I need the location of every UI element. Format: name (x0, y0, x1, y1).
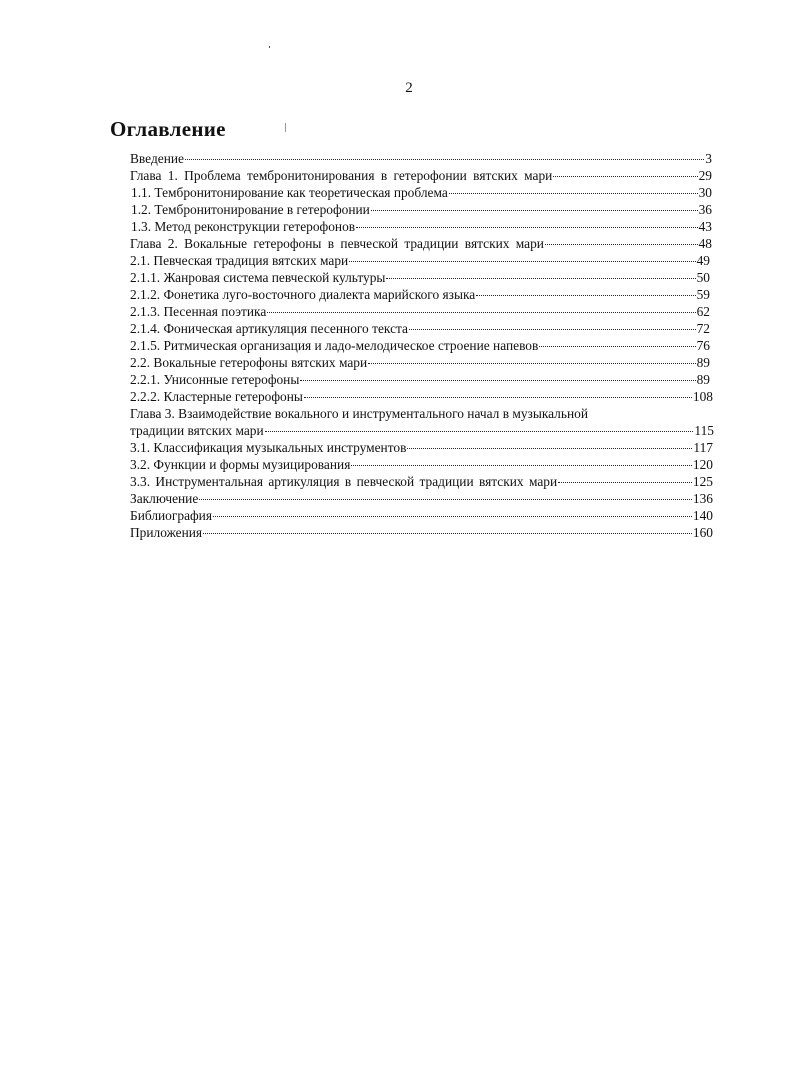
toc-title: Оглавление (110, 117, 226, 141)
toc-entry-label: 1.1. Тембронитонирование как теоретическая проблема (131, 185, 448, 200)
toc-entry-label: 2.2.2. Кластерные гетерофоны (130, 389, 303, 404)
toc-leader (449, 187, 698, 194)
toc-entry-page: 120 (692, 457, 713, 472)
toc-entry[interactable] (130, 337, 710, 354)
toc-entry[interactable] (130, 439, 713, 456)
toc-entry-label: 3.3. Инструментальная артикуляция в певческой традиции вятских мари (130, 474, 558, 489)
toc-entry[interactable] (130, 490, 713, 507)
toc-entry[interactable] (131, 218, 712, 235)
toc-entry[interactable] (130, 507, 713, 524)
toc-entry-label: 2.1.1. Жанровая система певческой культуры (130, 270, 386, 285)
page-number: 2 (405, 80, 413, 96)
toc-entry-page: 50 (696, 270, 710, 285)
toc-leader (351, 459, 692, 466)
toc-leader (185, 153, 704, 160)
toc-entry-label: Глава 3. Взаимодействие вокального и инструментального начал в музыкальной (130, 406, 588, 421)
toc-entry-label: Библиография (130, 508, 213, 523)
toc-entry-label: Глава 1. Проблема тембронитонирования в гетерофонии вятских мари (130, 168, 553, 183)
toc-entry[interactable] (131, 184, 712, 201)
toc-leader (199, 493, 692, 500)
toc-entry[interactable] (131, 201, 712, 218)
toc-entry-page: 136 (692, 491, 713, 506)
toc-entry[interactable] (130, 388, 713, 405)
toc-entry-page: 115 (694, 423, 714, 438)
toc-entry[interactable] (130, 167, 712, 184)
toc-entry-page: 62 (696, 304, 710, 319)
toc-entry-label: 2.1.3. Песенная поэтика (130, 304, 267, 319)
toc-entry-page: 72 (696, 321, 710, 336)
toc-leader (356, 221, 698, 228)
toc-entry[interactable] (130, 320, 710, 337)
toc-entry-page: 125 (692, 474, 713, 489)
toc-entry-label: Приложения (130, 525, 203, 540)
toc-entry-page: 76 (696, 338, 710, 353)
toc-entry-page: 160 (692, 525, 713, 540)
toc-entry[interactable] (130, 473, 713, 490)
table-of-contents (0, 150, 792, 541)
toc-leader (407, 442, 692, 449)
scan-speck (269, 46, 270, 48)
scan-speck (285, 123, 286, 132)
toc-leader (558, 476, 692, 483)
toc-entry-label: 3.1. Классификация музыкальных инструментов (130, 440, 407, 455)
toc-entry-page: 140 (692, 508, 713, 523)
toc-leader (213, 510, 692, 517)
toc-entry-label: Заключение (130, 491, 199, 506)
toc-leader (304, 391, 692, 398)
toc-entry-page: 59 (696, 287, 710, 302)
toc-leader (476, 289, 695, 296)
toc-entry-page: 30 (698, 185, 712, 200)
toc-entry-label: Глава 2. Вокальные гетерофоны в певческой традиции вятских мари (130, 236, 544, 251)
toc-entry-page: 48 (698, 236, 712, 251)
toc-entry-label: 3.2. Функции и формы музицирования (130, 457, 351, 472)
toc-leader (545, 238, 698, 245)
toc-entry[interactable] (130, 354, 710, 371)
toc-entry[interactable] (130, 286, 710, 303)
toc-entry-label: 2.1.5. Ритмическая организация и ладо-мелодическое строение напевов (130, 338, 539, 353)
toc-entry-label: 1.2. Тембронитонирование в гетерофонии (131, 202, 370, 217)
toc-leader (300, 374, 695, 381)
toc-entry[interactable] (130, 371, 710, 388)
toc-entry-page: 36 (698, 202, 712, 217)
toc-entry[interactable] (130, 150, 712, 167)
toc-leader (371, 204, 698, 211)
toc-leader (386, 272, 695, 279)
toc-entry[interactable] (130, 405, 714, 439)
toc-entry-page: 89 (696, 372, 710, 387)
toc-entry-label: 2.1.4. Фоническая артикуляция песенного текста (130, 321, 408, 336)
toc-entry-page: 117 (693, 440, 713, 455)
toc-entry[interactable] (130, 269, 710, 286)
toc-entry-line2 (130, 422, 714, 439)
toc-entry-label: 2.2. Вокальные гетерофоны вятских мари (130, 355, 368, 370)
toc-entry-label: 1.3. Метод реконструкции гетерофонов (131, 219, 356, 234)
toc-entry-page: 43 (698, 219, 712, 234)
toc-entry-page: 29 (698, 168, 712, 183)
toc-leader (267, 306, 695, 313)
toc-entry-label: Введение (130, 151, 184, 166)
toc-entry-page: 49 (696, 253, 710, 268)
toc-entry[interactable] (130, 252, 710, 269)
toc-leader (349, 255, 695, 262)
toc-leader (539, 340, 695, 347)
toc-entry-page: 3 (705, 151, 712, 166)
toc-entry-page: 89 (696, 355, 710, 370)
toc-leader (553, 170, 697, 177)
toc-leader (203, 527, 692, 534)
toc-entry-page: 108 (692, 389, 713, 404)
toc-leader (368, 357, 695, 364)
toc-entry-label: 2.2.1. Унисонные гетерофоны (130, 372, 300, 387)
toc-entry-label: 2.1.2. Фонетика луго-восточного диалекта марийского языка (130, 287, 476, 302)
toc-leader (265, 425, 694, 432)
toc-entry[interactable] (130, 303, 710, 320)
toc-entry[interactable] (130, 456, 713, 473)
toc-entry[interactable] (130, 524, 713, 541)
toc-entry-label: 2.1. Певческая традиция вятских мари (130, 253, 349, 268)
toc-entry-label-continued: традиции вятских мари (130, 423, 264, 438)
toc-leader (409, 323, 696, 330)
toc-entry[interactable] (130, 235, 712, 252)
